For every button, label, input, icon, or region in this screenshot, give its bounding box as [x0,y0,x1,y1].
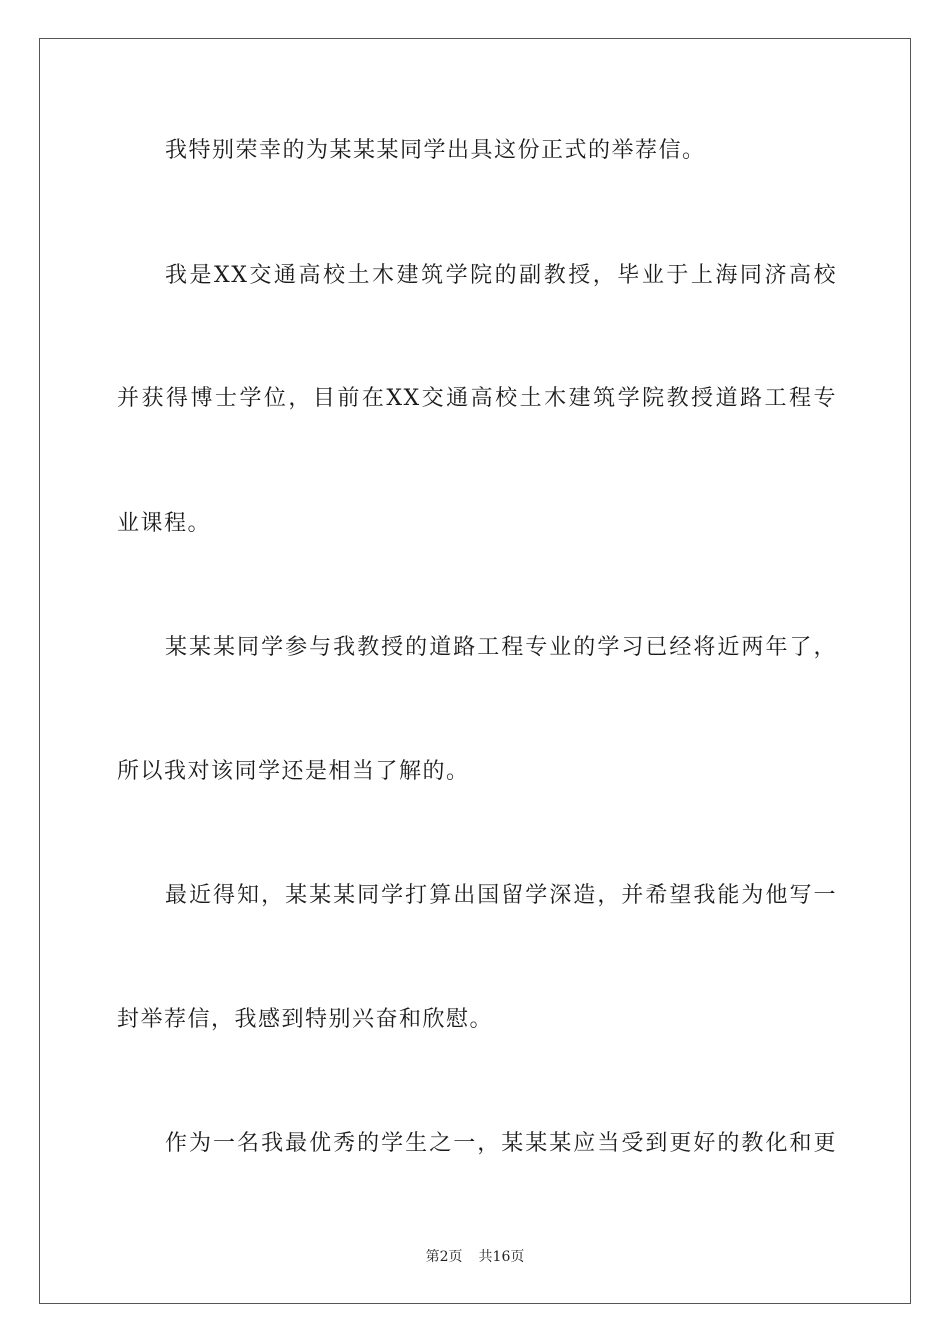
paragraph-5-line-1: 作为一名我最优秀的学生之一，某某某应当受到更好的教化和更 [165,1131,837,1156]
page-number: 第2页 [425,1249,463,1265]
paragraph-2-line-3: 业课程。 [117,511,212,536]
paragraph-3-line-2: 所以我对该同学还是相当了解的。 [117,759,470,784]
paragraph-2-line-1: 我是XX交通高校土木建筑学院的副教授，毕业于上海同济高校 [165,263,837,288]
page-total: 共16页 [478,1249,525,1265]
paragraph-4-line-2: 封举荐信，我感到特别兴奋和欣慰。 [117,1007,494,1032]
paragraph-2-line-2: 并获得博士学位，目前在XX交通高校土木建筑学院教授道路工程专 [117,386,837,411]
page-footer [0,1248,950,1266]
page-border [39,38,911,1304]
paragraph-1-line-1: 我特别荣幸的为某某某同学出具这份正式的举荐信。 [165,138,706,163]
paragraph-4-line-1: 最近得知，某某某同学打算出国留学深造，并希望我能为他写一 [165,883,837,908]
paragraph-3-line-1: 某某某同学参与我教授的道路工程专业的学习已经将近两年了， [165,635,837,660]
